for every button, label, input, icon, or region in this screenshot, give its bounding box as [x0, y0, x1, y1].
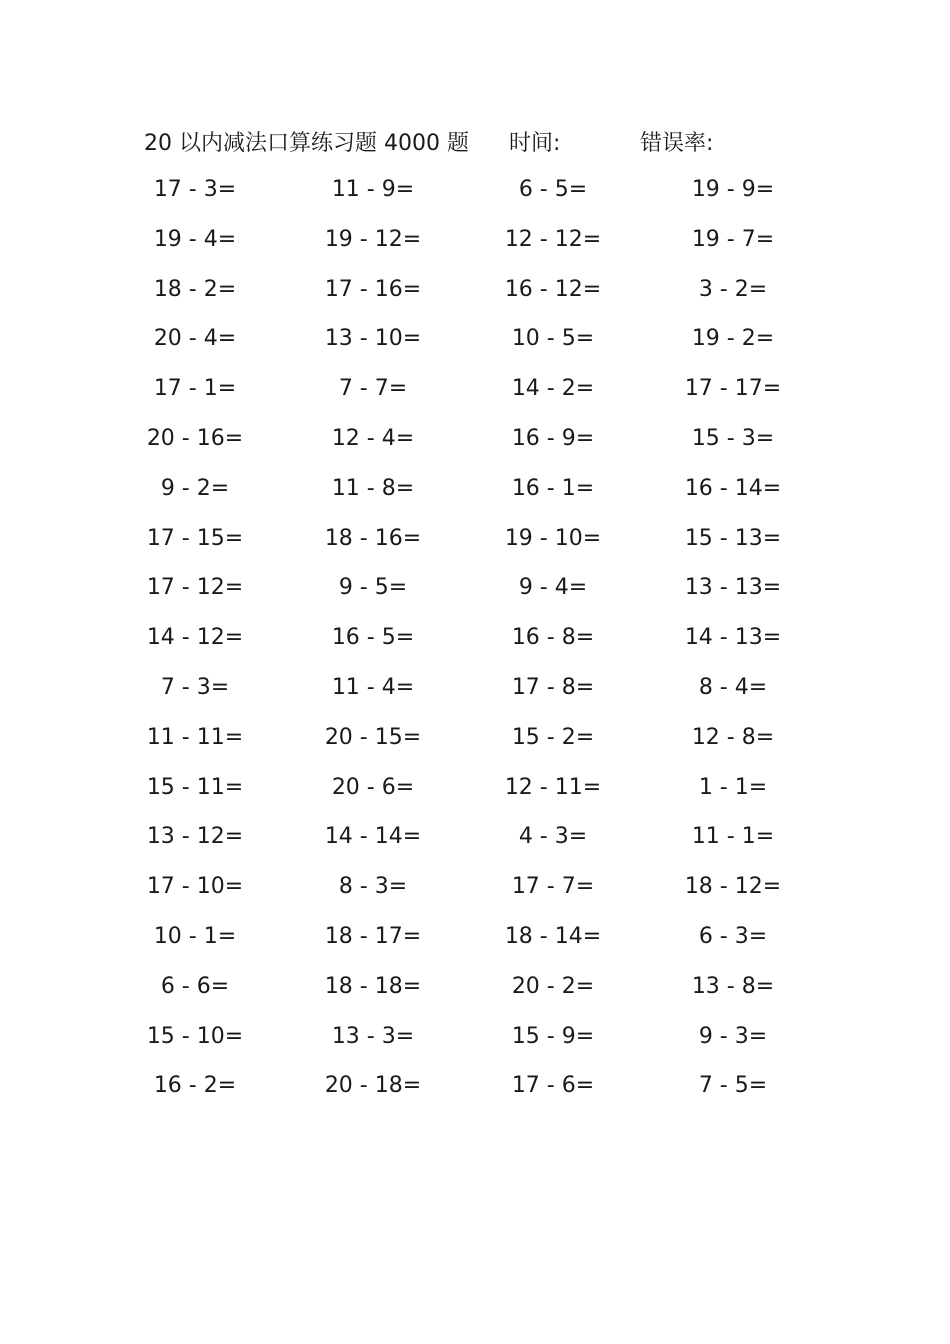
- problem-cell: 11 - 9=: [331, 177, 415, 202]
- problem-cell: 14 - 2=: [511, 376, 595, 402]
- problem-cell: 19 - 9=: [691, 177, 775, 202]
- problem-cell: 17 - 17=: [684, 376, 782, 402]
- problem-row: [0, 222, 950, 272]
- problem-cell: 16 - 5=: [331, 625, 415, 651]
- problem-cell: 20 - 4=: [153, 326, 237, 352]
- problem-cell: 17 - 6=: [511, 1073, 595, 1099]
- problem-cell: 11 - 8=: [331, 475, 415, 501]
- problem-row: [0, 819, 950, 869]
- problem-cell: 13 - 3=: [331, 1023, 415, 1049]
- problem-cell: 20 - 6=: [331, 774, 415, 800]
- problem-cell: 10 - 5=: [511, 326, 595, 352]
- problem-cell: 17 - 3=: [153, 177, 237, 202]
- problem-cell: 7 - 5=: [698, 1073, 768, 1099]
- problem-row: [0, 1068, 950, 1118]
- problem-cell: 12 - 8=: [691, 724, 775, 750]
- problem-cell: 18 - 16=: [324, 525, 422, 551]
- problem-row: [0, 371, 950, 421]
- problem-cell: 15 - 11=: [146, 774, 244, 800]
- problem-cell: 17 - 7=: [511, 874, 595, 900]
- problem-row: [0, 770, 950, 820]
- problem-cell: 3 - 2=: [698, 276, 768, 302]
- problem-row: [0, 919, 950, 969]
- problem-cell: 4 - 3=: [518, 824, 588, 850]
- problem-cell: 19 - 2=: [691, 326, 775, 352]
- problem-cell: 16 - 8=: [511, 625, 595, 651]
- error-rate-label: 错误率:: [640, 131, 714, 156]
- problem-cell: 18 - 14=: [504, 923, 602, 949]
- problem-cell: 16 - 2=: [153, 1073, 237, 1099]
- problem-row: [0, 421, 950, 471]
- problem-row: [0, 869, 950, 919]
- problem-cell: 16 - 12=: [504, 276, 602, 302]
- problem-cell: 10 - 1=: [153, 923, 237, 949]
- problem-cell: 20 - 2=: [511, 973, 595, 999]
- problem-cell: 20 - 16=: [146, 425, 244, 451]
- problem-cell: 11 - 4=: [331, 674, 415, 700]
- problem-cell: 13 - 12=: [146, 824, 244, 850]
- problem-row: [0, 620, 950, 670]
- problem-cell: 18 - 12=: [684, 874, 782, 900]
- problem-cell: 15 - 10=: [146, 1023, 244, 1049]
- problem-cell: 20 - 15=: [324, 724, 422, 750]
- problem-cell: 14 - 14=: [324, 824, 422, 850]
- problem-cell: 7 - 7=: [338, 376, 408, 402]
- problem-cell: 15 - 9=: [511, 1023, 595, 1049]
- problem-cell: 18 - 17=: [324, 923, 422, 949]
- problem-cell: 13 - 10=: [324, 326, 422, 352]
- problem-cell: 8 - 3=: [338, 874, 408, 900]
- worksheet-title: 20 以内减法口算练习题 4000 题: [144, 131, 469, 156]
- problem-cell: 17 - 16=: [324, 276, 422, 302]
- problem-row: [0, 969, 950, 1019]
- problem-cell: 19 - 4=: [153, 226, 237, 252]
- problem-cell: 17 - 10=: [146, 874, 244, 900]
- problem-grid: [0, 172, 950, 1118]
- problem-cell: 19 - 12=: [324, 226, 422, 252]
- problem-cell: 6 - 3=: [698, 923, 768, 949]
- problem-row: [0, 272, 950, 322]
- problem-cell: 16 - 1=: [511, 475, 595, 501]
- problem-cell: 9 - 3=: [698, 1023, 768, 1049]
- time-label: 时间:: [509, 131, 561, 156]
- problem-cell: 7 - 3=: [160, 674, 230, 700]
- problem-cell: 16 - 9=: [511, 425, 595, 451]
- problem-cell: 20 - 18=: [324, 1073, 422, 1099]
- problem-cell: 6 - 6=: [160, 973, 230, 999]
- problem-cell: 17 - 12=: [146, 575, 244, 601]
- problem-row: [0, 570, 950, 620]
- problem-cell: 17 - 15=: [146, 525, 244, 551]
- problem-cell: 9 - 2=: [160, 475, 230, 501]
- problem-cell: 14 - 12=: [146, 625, 244, 651]
- problem-cell: 17 - 1=: [153, 376, 237, 402]
- problem-cell: 15 - 2=: [511, 724, 595, 750]
- problem-cell: 13 - 13=: [684, 575, 782, 601]
- problem-row: [0, 471, 950, 521]
- problem-cell: 1 - 1=: [698, 774, 768, 800]
- problem-cell: 18 - 18=: [324, 973, 422, 999]
- problem-cell: 11 - 11=: [146, 724, 244, 750]
- problem-cell: 19 - 10=: [504, 525, 602, 551]
- problem-cell: 13 - 8=: [691, 973, 775, 999]
- problem-cell: 11 - 1=: [691, 824, 775, 850]
- problem-cell: 9 - 4=: [518, 575, 588, 601]
- problem-row: [0, 670, 950, 720]
- problem-cell: 18 - 2=: [153, 276, 237, 302]
- problem-cell: 16 - 14=: [684, 475, 782, 501]
- problem-cell: 8 - 4=: [698, 674, 768, 700]
- problem-row: [0, 321, 950, 371]
- worksheet-header: [0, 126, 950, 160]
- problem-cell: 12 - 12=: [504, 226, 602, 252]
- problem-cell: 15 - 3=: [691, 425, 775, 451]
- problem-cell: 12 - 4=: [331, 425, 415, 451]
- problem-cell: 15 - 13=: [684, 525, 782, 551]
- problem-cell: 9 - 5=: [338, 575, 408, 601]
- problem-cell: 6 - 5=: [518, 177, 588, 202]
- problem-cell: 12 - 11=: [504, 774, 602, 800]
- problem-cell: 14 - 13=: [684, 625, 782, 651]
- problem-cell: 19 - 7=: [691, 226, 775, 252]
- problem-row: [0, 720, 950, 770]
- problem-row: [0, 521, 950, 571]
- problem-cell: 17 - 8=: [511, 674, 595, 700]
- problem-row: [0, 1019, 950, 1069]
- problem-row: [0, 172, 950, 222]
